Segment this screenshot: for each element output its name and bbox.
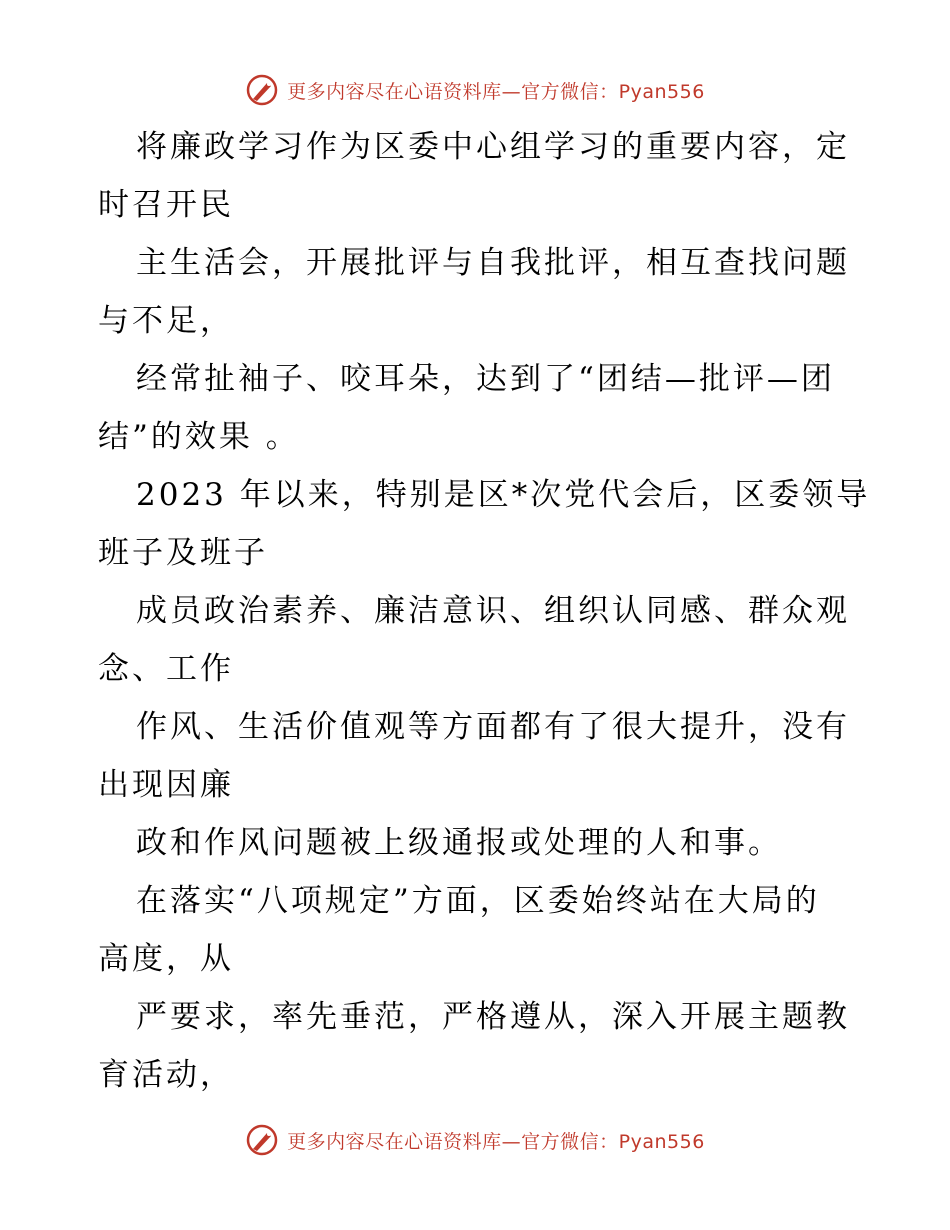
footer-watermark <box>0 1120 950 1160</box>
pen-logo-icon <box>245 73 279 107</box>
watermark-text: 更多内容尽在心语资料库—官方微信：Pyan556 <box>287 80 705 103</box>
text-line: 将廉政学习作为区委中心组学习的重要内容，定 <box>136 129 850 165</box>
text-line: 成员政治素养、廉洁意识、组织认同感、群众观 <box>136 593 850 629</box>
text-line: 与不足， <box>98 303 234 339</box>
pen-logo-icon <box>245 1123 279 1157</box>
text-line: 念、工作 <box>98 651 234 687</box>
header-watermark <box>0 70 950 110</box>
text-line: 出现因廉 <box>98 767 234 803</box>
text-line: 班子及班子 <box>98 535 268 571</box>
text-line: 主生活会，开展批评与自我批评，相互查找问题 <box>136 245 850 281</box>
text-line: 高度，从 <box>98 941 234 977</box>
document-body <box>98 118 871 1104</box>
text-line: 经常扯袖子、咬耳朵，达到了“团结—批评—团 <box>136 361 835 397</box>
text-line: 在落实“八项规定”方面，区委始终站在大局的 <box>136 883 820 919</box>
text-line: 育活动， <box>98 1057 234 1093</box>
text-line: 2023 年以来，特别是区*次党代会后，区委领导 <box>136 477 871 513</box>
text-line: 政和作风问题被上级通报或处理的人和事。 <box>136 825 782 861</box>
text-line: 时召开民 <box>98 187 234 223</box>
text-line: 结”的效果 。 <box>98 419 300 455</box>
watermark-text: 更多内容尽在心语资料库—官方微信：Pyan556 <box>287 1130 705 1153</box>
text-line: 作风、生活价值观等方面都有了很大提升，没有 <box>136 709 850 745</box>
text-line: 严要求，率先垂范，严格遵从，深入开展主题教 <box>136 999 850 1035</box>
